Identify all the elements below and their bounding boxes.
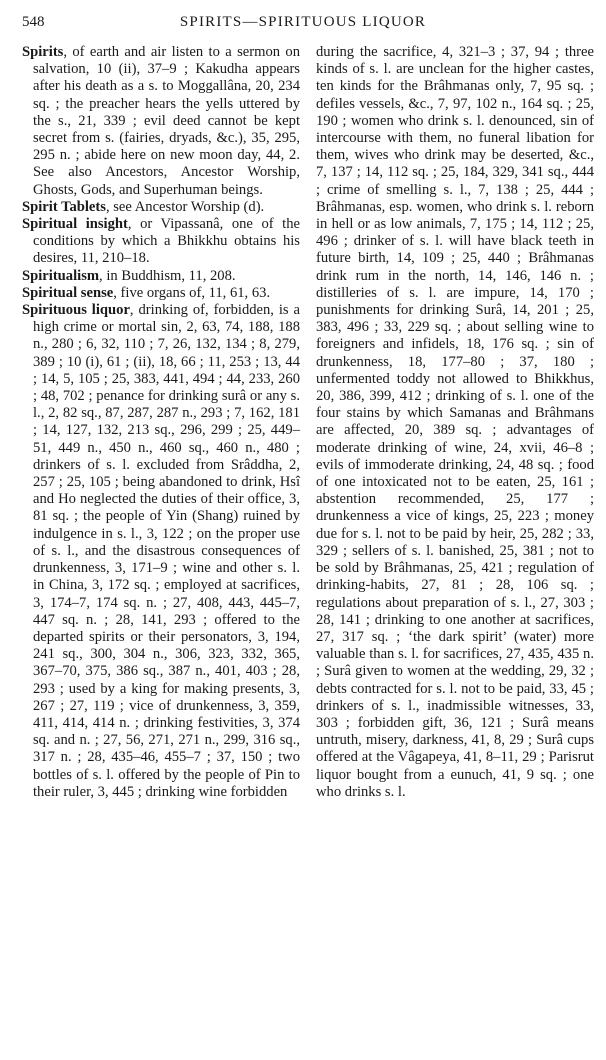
left-column [22, 44, 300, 801]
index-entry [22, 199, 300, 216]
index-entry [22, 216, 300, 268]
entry-text: , drinking of, forbidden, is a high crime or mortal sin, 2, 63, 74, 188, 188 n., 280 ; 6, 32, 110 ; 7, 26, 132, 134 ; 8, 279, 389 ; 10 (i), 61 ; (ii), 18, 66 ; 11, 253 ; 13, 44 ; 14, 5, 105 ; 25, 383, 441, 494 ; 44, 233, 260 ; 48, 702 ; penance for drinking surâ or any s. l., 2, 82 sq., 87, 287, 287 n., 293 ; 7, 162, 181 ; 14, 127, 132, 213 sq., 296, 299 ; 25, 449–51, 449 n., 450 n., 460 sq., 460 n., 480 ; drinkers of s. l. excluded from Srâddha, 2, 257 ; 25, 105 ; being abandoned to drink, Hsî and Ho neglected the duties of their office, 3, 81 sq. ; the people of Yin (Shang) ruined by indulgence in s. l., 3, 122 ; on the proper use of s. l., and the disastrous consequences of drunkenness, 3, 171–9 ; wine and other s. l. in China, 3, 172 sq. ; employed at sacrifices, 3, 174–7, 174 sq. n. ; 27, 408, 443, 445–7, 447 sq. n. ; 28, 141, 293 ; offered to the departed spirits or their personators, 3, 194, 241 sq., 300, 304 n., 306, 323, 332, 365, 367–70, 375, 386 sq., 387 n., 401, 403 ; 28, 293 ; used by a king for making presents, 3, 267 ; 27, 119 ; vice of drunkenness, 3, 359, 411, 414, 414 n. ; drinking festivities, 3, 374 sq. and n. ; 27, 56, 271, 271 n., 299, 316 sq., 317 n. ; 28, 435–46, 455–7 ; 37, 150 ; two bottles of s. l. offered by the people of Pin to their ruler, 3, 445 ; drinking wine forbidden [33, 302, 300, 800]
entry-headword: Spirit Tablets [22, 198, 106, 215]
entry-text: , five organs of, 11, 61, 63. [113, 284, 271, 301]
page-number: 548 [22, 14, 45, 30]
running-head: SPIRITS—SPIRITUOUS LIQUOR [179, 14, 427, 30]
entry-headword: Spiritual insight [22, 216, 128, 233]
index-entry [22, 302, 300, 801]
entry-text: , or Vipassanâ, one of the conditions by which a Bhikkhu obtains his desires, 11, 210–18. [33, 216, 300, 267]
page-header [22, 14, 584, 36]
right-column [316, 44, 594, 801]
entry-headword: Spirituous liquor [22, 302, 130, 319]
entry-text: , see Ancestor Worship (d). [105, 198, 265, 215]
entry-text: , in Buddhism, 11, 208. [99, 267, 236, 284]
entry-headword: Spirits [22, 44, 64, 60]
entry-headword: Spiritual sense [22, 284, 114, 301]
index-entry [22, 285, 300, 302]
entry-headword: Spiritualism [22, 267, 100, 284]
index-entry [22, 268, 300, 285]
index-entry [22, 44, 300, 199]
index-entry-continuation: during the sacrifice, 4, 321–3 ; 37, 94 ; three kinds of s. l. are unclean for the higher castes, ten kinds for the Brâhmanas only, 7, 95 sq. ; defiles vessels, &c., 7, 97, 102 n., 164 sq. ; 25, 190 ; women who drink s. l. denounced, sin of intercourse with them, no funeral libation for them, wives who drink may be deserted, &c., 7, 137 ; 14, 112 sq. ; 25, 184, 329, 341 sq., 444 ; crime of smelling s. l., 7, 138 ; 25, 444 ; Brâhmanas, esp. women, who drink s. l. reborn in hell or as low animals, 7, 175 ; 14, 112 ; 25, 496 ; drinker of s. l. will have black teeth in future birth, 14, 109 ; 25, 440 ; Brâhmanas drink rum in the north, 14, 146, 146 n. ; distilleries of s. l. are impure, 14, 170 ; punishments for drinking Surâ, 14, 201 ; 25, 383, 496 ; 33, 229 sq. ; about selling wine to foreigners and infidels, 18, 176 sq. ; sin of drunkenness, 18, 177–80 ; 37, 180 ; unfermented toddy not allowed to Bhikkhus, 20, 386, 399, 412 ; drinking of s. l. one of the four stains by which Samanas and Brâhmans are affected, 20, 389 sq. ; advantages of moderate drinking of wine, 24, xvii, 46–8 ; evils of immoderate drinking, 24, 48 sq. ; food of one intoxicated not to be eaten, 25, 161 ; abstention recommended, 25, 177 ; drunkenness a vice of kings, 25, 223 ; money due for s. l. not to be paid by heir, 25, 282 ; 33, 329 ; sellers of s. l. banished, 25, 381 ; not to be sold by Brâhmanas, 25, 421 ; regulation of drinking-habits, 27, 81 ; 28, 106 sq. ; regulations about preparation of s. l., 27, 303 ; 28, 141 ; drinking to one another at sacrifices, 27, 317 sq. ; ‘the dark spirit’ (water) more valuable than s. l. for sacrifices, 27, 435, 435 n. ; Surâ given to women at the wedding, 29, 32 ; debts contracted for s. l. not to be paid, 33, 45 ; drinkers of s. l., inadmissible witnesses, 33, 303 ; forbidden gift, 36, 121 ; Surâ means untruth, misery, darkness, 41, 8, 29 ; Surâ cups offered at the Vâgapeya, 41, 8–11, 29 ; Parisrut liquor bought from a eunuch, 41, 9 sq. ; one who drinks s. l. [316, 44, 594, 800]
entry-text: , of earth and air listen to a sermon on salvation, 10 (ii), 37–9 ; Kakudha appears after his death as a s. to Moggallâna, 20, 234 sq. ; the preacher hears the yells uttered by the s., 21, 339 ; evil deed cannot be kept secret from s. (fairies, dryads, &c.), 35, 295, 295 n. ; abide here on new moon day, 44, 2. See also Ancestors, Ancestor Worship, Ghosts, Gods, and Superhuman beings. [33, 44, 300, 198]
